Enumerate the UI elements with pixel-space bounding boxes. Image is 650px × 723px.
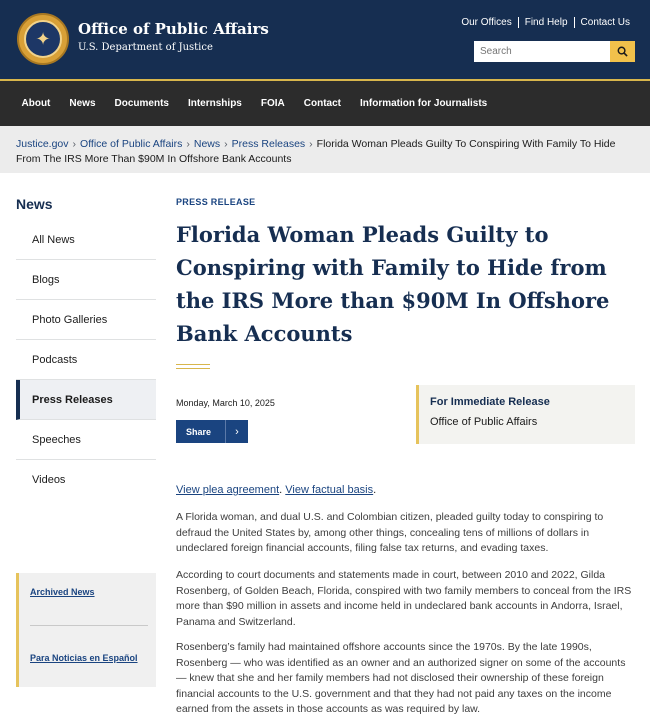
search-icon xyxy=(617,46,628,57)
nav-news[interactable]: News xyxy=(69,98,96,109)
sidebar-nav xyxy=(16,220,156,500)
nav-contact[interactable]: Contact xyxy=(303,98,341,109)
sidebar-item-press-releases[interactable]: Press Releases xyxy=(16,380,156,420)
release-info-box xyxy=(416,385,635,444)
article-paragraph: According to court documents and statements made in court, between 2010 and 2022, Gilda Rosenberg, of Golden Beach, Florida, conspired with two family members to conceal from the IRS more than $90 million in assets and income held in undeclared bank accounts in Andorra, Israel, Panama and Switzerland. xyxy=(176,569,632,628)
nav-internships[interactable]: Internships xyxy=(187,98,242,109)
article-paragraph: A Florida woman, and dual U.S. and Colombian citizen, pleaded guilty today to conspiring to defraud the United States by, among other things, concealing tens of millions of dollars in undeclared foreign financial accounts, filing false tax returns, and evading taxes. xyxy=(176,511,604,554)
doj-seal-icon[interactable] xyxy=(17,13,69,65)
sidebar-item-all-news[interactable]: All News xyxy=(16,220,156,260)
site-header xyxy=(0,0,650,79)
breadcrumb-justice-gov[interactable]: Justice.gov xyxy=(16,138,69,150)
headline-gold-rule xyxy=(176,364,210,369)
our-offices-link[interactable]: Our Offices xyxy=(461,17,512,28)
release-title: For Immediate Release xyxy=(430,396,550,408)
sidebar-item-videos[interactable]: Videos xyxy=(32,474,66,486)
article-headline: Florida Woman Pleads Guilty to Conspiring with Family to Hide from the IRS More than $90M In Offshore Bank Accounts xyxy=(176,222,610,346)
breadcrumb-news[interactable]: News xyxy=(193,138,221,150)
sidebar-item-podcasts[interactable]: Podcasts xyxy=(16,340,156,380)
article-eyebrow: PRESS RELEASE xyxy=(176,197,256,207)
sidebar-related-links xyxy=(16,573,156,687)
contact-us-link[interactable]: Contact Us xyxy=(574,17,636,28)
eagle-icon: ✦ xyxy=(24,20,62,58)
sidebar-item-blogs[interactable]: Blogs xyxy=(16,260,156,300)
document-links xyxy=(176,484,376,496)
breadcrumb-separator: › xyxy=(186,138,190,150)
link-separator: . xyxy=(279,484,286,496)
breadcrumb-press-releases[interactable]: Press Releases xyxy=(231,138,306,150)
share-button[interactable] xyxy=(176,420,248,443)
share-label: Share xyxy=(186,426,212,437)
nav-information-for-journalists[interactable]: Information for Journalists xyxy=(360,98,488,109)
site-title[interactable]: Office of Public Affairs xyxy=(78,20,269,38)
breadcrumb-separator: › xyxy=(72,138,77,150)
nav-about[interactable]: About xyxy=(21,98,51,109)
utility-links xyxy=(455,17,636,28)
breadcrumb-current: Florida Woman Pleads Guilty To Conspiring With Family To Hide From The IRS More Than $90M In Offshore Bank Accounts xyxy=(16,138,616,165)
view-plea-agreement-link[interactable]: View plea agreement xyxy=(176,484,280,496)
sidebar-item-photo-galleries[interactable]: Photo Galleries xyxy=(16,300,156,340)
release-office: Office of Public Affairs xyxy=(430,416,538,428)
sidebar-item-speeches[interactable]: Speeches xyxy=(16,420,156,460)
site-subtitle[interactable]: U.S. Department of Justice xyxy=(78,42,213,53)
search-button[interactable] xyxy=(610,41,635,62)
breadcrumb-office-of-public-affairs[interactable]: Office of Public Affairs xyxy=(80,138,183,150)
spanish-news-link[interactable]: Para Noticias en Español xyxy=(30,653,138,663)
breadcrumb-separator: › xyxy=(224,138,228,150)
sidebar-title: News xyxy=(16,196,53,212)
nav-foia[interactable]: FOIA xyxy=(260,98,285,109)
nav-documents[interactable]: Documents xyxy=(114,98,169,109)
main-nav xyxy=(0,81,650,126)
breadcrumb xyxy=(0,126,650,173)
link-period: . xyxy=(373,484,377,496)
find-help-link[interactable]: Find Help xyxy=(518,17,574,28)
article-paragraph: Rosenberg’s family had maintained offshore accounts since the 1970s. By the late 1990s, Rosenberg — who was identified as an owner and an authorized signer on some of the accounts — knew that she and her family members had not disclosed their ownership of these foreign financial accounts to the U.S. government and that they had not paid any taxes on the income earned from the assets in those accounts as was required by law. xyxy=(176,641,626,715)
chevron-right-icon: › xyxy=(225,420,248,443)
search-input[interactable] xyxy=(474,41,610,62)
archived-news-link[interactable]: Archived News xyxy=(30,587,95,597)
breadcrumb-separator: › xyxy=(309,138,313,150)
article-date: Monday, March 10, 2025 xyxy=(176,398,275,408)
view-factual-basis-link[interactable]: View factual basis xyxy=(285,484,374,496)
sidebar-box-divider xyxy=(30,625,148,626)
